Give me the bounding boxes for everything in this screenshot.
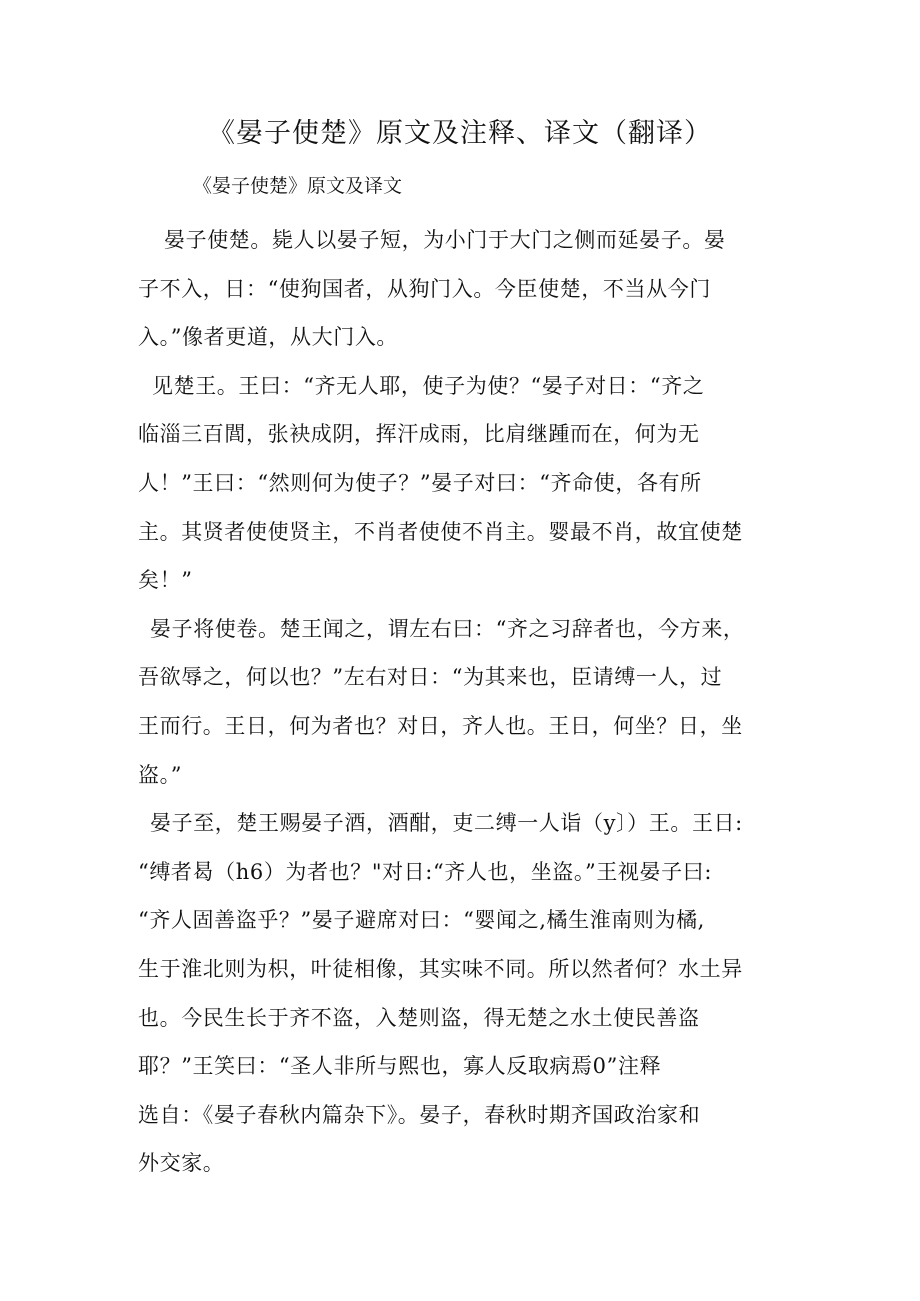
text-line: 选自：《晏子春秋内篇杂下》。晏子，春秋时期齐国政治家和 <box>138 1102 701 1127</box>
text-line: 晏子至，楚王赐晏子酒，酒酣，吏二缚一人诣（y〕）王。王日: <box>150 811 743 836</box>
text-line: 生于淮北则为枳，叶徒相像，其实味不同。所以然者何？水土异 <box>138 956 743 981</box>
text-line: 吾欲辱之，何以也？”左右对日：“为其来也，臣请缚一人，过 <box>138 665 723 690</box>
text-line: 矣！” <box>138 568 193 593</box>
text-line: “齐人固善盗乎？”晏子避席对曰：“婴闻之,橘生淮南则为橘, <box>138 908 705 933</box>
text-line: 主。其贤者使使贤主，不肖者使使不肖主。婴最不肖，故宜使楚 <box>138 519 743 544</box>
text-line: 临淄三百閭，张袂成阴，挥汗成雨，比肩继踵而在，何为无 <box>138 422 700 447</box>
document-title: 《晏子使楚》原文及注释、译文（翻译） <box>208 118 712 149</box>
text-line: 见楚王。王曰：“齐无人耶，使子为使？“晏子对日：“齐之 <box>152 373 705 398</box>
text-line: 入。”像者更道，从大门入。 <box>138 325 399 350</box>
document-subtitle: 《晏子使楚》原文及译文 <box>193 175 403 197</box>
document-body <box>138 216 788 1188</box>
text-line: 外交家。 <box>138 1151 225 1176</box>
text-line: 子不入，日：“使狗国者，从狗门入。今臣使楚，不当从今门 <box>138 276 711 301</box>
text-line: 人！”王曰：“然则何为使子？”晏子对曰：“齐命使，各有所 <box>138 470 702 495</box>
text-line: “缚者曷（h6）为者也？"对日:“齐人也，坐盗。”王视晏子曰: <box>138 859 713 884</box>
text-line: 盗。” <box>138 762 183 787</box>
text-line: 耶？”王笑曰：“圣人非所与熙也，寡人反取病焉0”注释 <box>138 1054 662 1079</box>
text-line: 晏子将使卷。楚王闻之，谓左右曰：“齐之习辞者也，今方来， <box>150 616 745 641</box>
text-line: 也。今民生长于齐不盗，入楚则盗，得无楚之水土使民善盗 <box>138 1005 700 1030</box>
text-line: 晏子使楚。毙人以晏子短，为小门于大门之侧而延晏子。晏 <box>164 228 726 252</box>
text-line: 王而行。王日，何为者也？对日，齐人也。王日，何坐？日，坐 <box>138 713 743 738</box>
